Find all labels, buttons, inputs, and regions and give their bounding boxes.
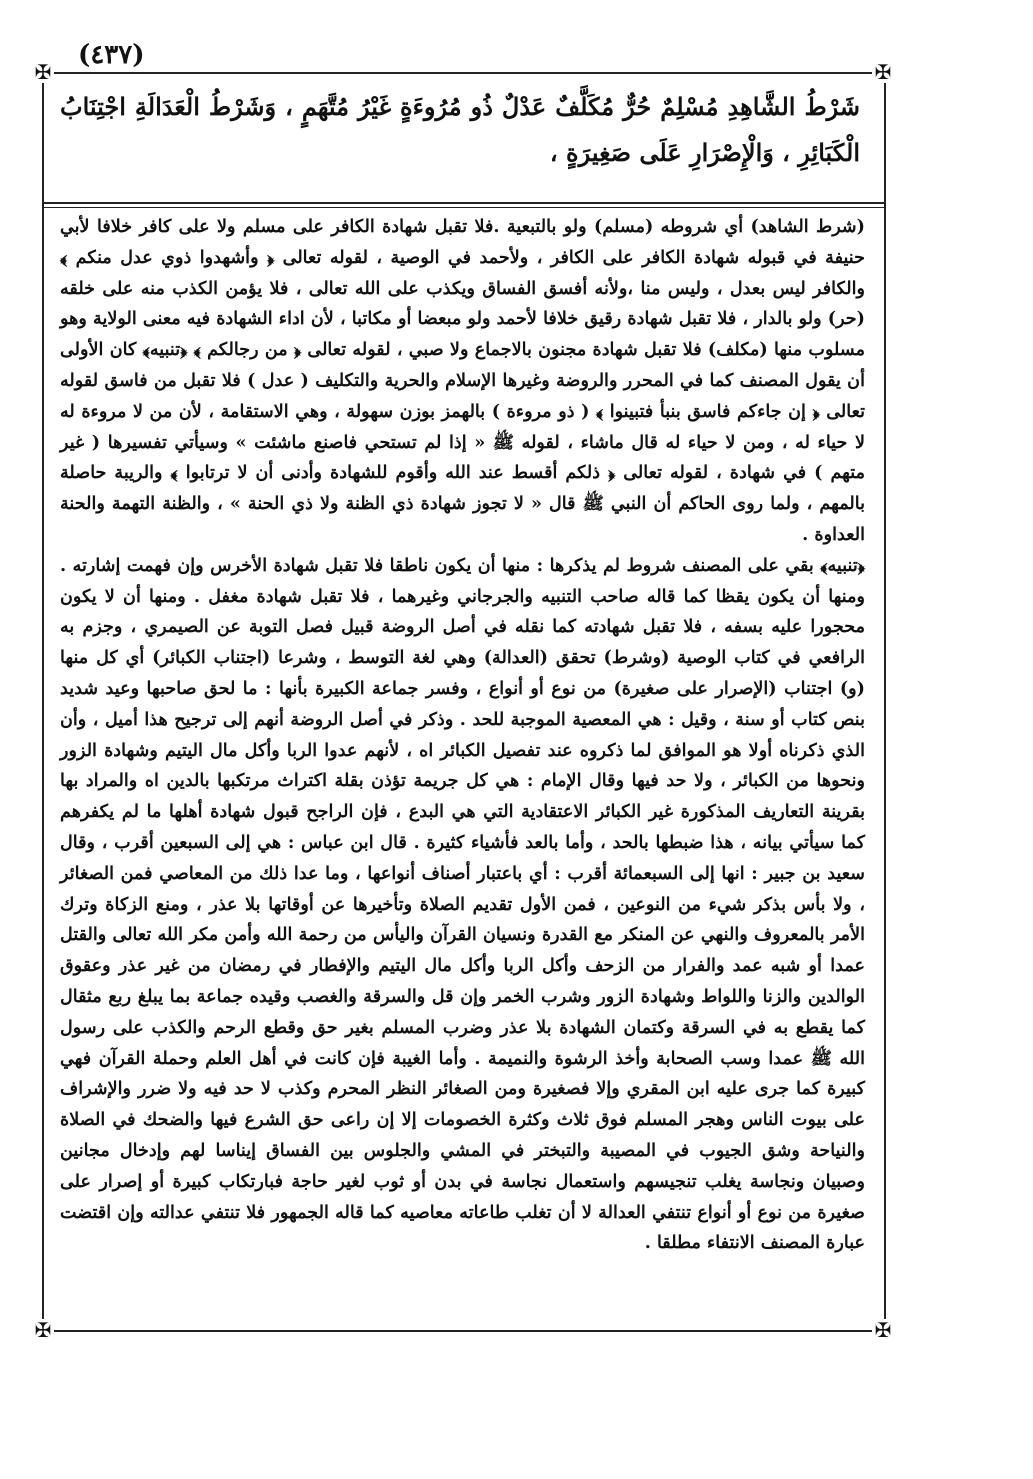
main-text: شَرْطُ الشَّاهِدِ مُسْلِمٌ حُرٌّ مُكَلَّفٌ عَدْلٌ ذُو مُرُوءَةٍ غَيْرُ مُتَّهَمٍ ، وَشَرْطُ الْعَدَالَةِ اجْتِنَابُ الْكَبَائِرِ ، وَالْإِصْرَارِ عَلَى صَغِيرَةٍ ، <box>60 92 860 167</box>
separator-rule-thin <box>42 207 884 208</box>
commentary-paragraph: (شرط الشاهد) أي شروطه (مسلم) ولو بالتبعية .فلا تقبل شهادة الكافر على مسلم ولا على كافر خلافا لأبي حنيفة في قبوله شهادة الكافر على الكافر ، ولأحمد في الوصية ، لقوله تعالى ﴿ وأشهدوا ذوي عدل منكم ﴾ والكافر ليس بعدل ، وليس منا ،ولأنه أفسق الفساق ويكذب على الله تعالى ، فلا يؤمن الكذب منه على خلقه (حر) ولو بالدار ، فلا تقبل شهادة رقيق خلافا لأحمد ولو مبعضا أو مكاتبا ، لأن اداء الشهادة فيه معنى الولاية وهو مسلوب منها (مكلف) فلا تقبل شهادة مجنون بالاجماع ولا صبي ، لقوله تعالى ﴿ من رجالكم ﴾ ﴿تنبيه﴾ كان الأولى أن يقول المصنف كما في المحرر والروضة وغيرها الإسلام والحرية والتكليف ( عدل ) فلا تقبل من فاسق لقوله تعالى ﴿ إن جاءكم فاسق بنبأ فتبينوا ﴾ ( ذو مروءة ) بالهمز بوزن سهولة ، وهي الاستقامة ، لأن من لا مروءة له لا حياء له ، ومن لا حياء له قال ماشاء ، لقوله ﷺ « إذا لم تستحي فاصنع ماشئت » وسيأتي تفسيرها ( غير متهم ) في شهادة ، لقوله تعالى ﴿ ذلكم أقسط عند الله وأقوم للشهادة وأدنى أن لا ترتابوا ﴾ والريبة حاصلة بالمهم ، ولما روى الحاكم أن النبي ﷺ قال « لا تجوز شهادة ذي الظنة ولا ذي الحنة » ، والظنة التهمة والحنة العداوة . <box>60 216 865 545</box>
separator-rule <box>42 202 884 204</box>
corner-ornament-icon: ✠ <box>32 61 54 83</box>
corner-ornament-icon: ✠ <box>32 1319 54 1341</box>
bottom-rule <box>42 1330 884 1332</box>
commentary <box>60 212 865 1259</box>
commentary-paragraph: ﴿تنبيه﴾ بقي على المصنف شروط لم يذكرها : منها أن يكون ناطقا فلا تقبل شهادة الأخرس وإن فهمت إشارته . ومنها أن يكون يقظا كما قاله صاحب التنبيه والجرجاني وغيرهما ، فلا تقبل شهادة مغفل . ومنها أن لا يكون محجورا عليه بسفه ، فلا تقبل شهادته كما نقله في أصل الروضة قبيل فصل التوبة عن الصيمري ، وجزم به الرافعي في كتاب الوصية (وشرط) تحقق (العدالة) وهي لغة التوسط ، وشرعا (اجتناب الكبائر) أي كل منها (و) اجتناب (الإصرار على صغيرة) من نوع أو أنواع ، وفسر جماعة الكبيرة بأنها : ما لحق صاحبها وعيد شديد بنص كتاب أو سنة ، وقيل : هي المعصية الموجبة للحد . وذكر في أصل الروضة أنهم إلى ترجيح هذا أميل ، وأن الذي ذكرناه أولا هو الموافق لما ذكروه عند تفصيل الكبائر اه ، لأنهم عدوا الربا وأكل مال اليتيم وشهادة الزور ونحوها من الكبائر ، ولا حد فيها وقال الإمام : هي كل جريمة تؤذن بقلة اكتراث مرتكبها بالدين اه والمراد بها بقرينة التعاريف المذكورة غير الكبائر الاعتقادية التي هي البدع ، فإن الراجح قبول شهادة أهلها ما لم يكفرهم كما سيأتي بيانه ، هذا ضبطها بالحد ، وأما بالعد فأشياء كثيرة . قال ابن عباس : هي إلى السبعين أقرب ، وقال سعيد بن جبير : انها إلى السبعمائة أقرب : أي باعتبار أصناف أنواعها ، وما عدا ذلك من المعاصي فمن الصغائر ، ولا بأس بذكر شيء من النوعين ، فمن الأول تقديم الصلاة وتأخيرها عن أوقاتها بلا عذر ، ومنع الزكاة وترك الأمر بالمعروف والنهي عن المنكر مع القدرة ونسيان القرآن واليأس من رحمة الله وأمن مكر الله تعالى والقتل عمدا أو شبه عمد والفرار من الزحف وأكل الربا وأكل مال اليتيم والإفطار في رمضان من غير عذر وعقوق الوالدين والزنا واللواط وشهادة الزور وشرب الخمر وإن قل والسرقة والغصب وقيده جماعة بما يبلغ ربع مثقال كما يقطع به في السرقة وكتمان الشهادة بلا عذر وضرب المسلم بغير حق وقطع الرحم والكذب على رسول الله ﷺ عمدا وسب الصحابة وأخذ الرشوة والنميمة . وأما الغيبة فإن كانت في أهل العلم وحملة القرآن فهي كبيرة كما جرى عليه ابن المقري وإلا فصغيرة ومن الصغائر النظر المحرم وكذب لا حد فيه ولا ضرر والإشراف على بيوت الناس وهجر المسلم فوق ثلاث وكثرة الخصومات إلا إن راعى حق الشرع فيها والضحك في الصلاة والنياحة وشق الجيوب في المصيبة والتبختر في المشي والجلوس بين الفساق إيناسا لهم وإدخال مجانين وصبيان ونجاسة يغلب تنجيسهم واستعمال نجاسة في بدن أو ثوب لغير حاجة فبارتكاب كبيرة أو إصرار على صغيرة من نوع أو أنواع تنتفي العدالة لا أن تغلب طاعاته معاصيه كما قاله الجمهور فلا تنتفي عدالته وإن اقتضت عبارة المصنف الانتفاء مطلقا . <box>60 554 865 1254</box>
top-rule <box>42 72 884 74</box>
corner-ornament-icon: ✠ <box>872 61 894 83</box>
corner-ornament-icon: ✠ <box>872 1319 894 1341</box>
page-number: (٤٣٧) <box>78 40 145 70</box>
